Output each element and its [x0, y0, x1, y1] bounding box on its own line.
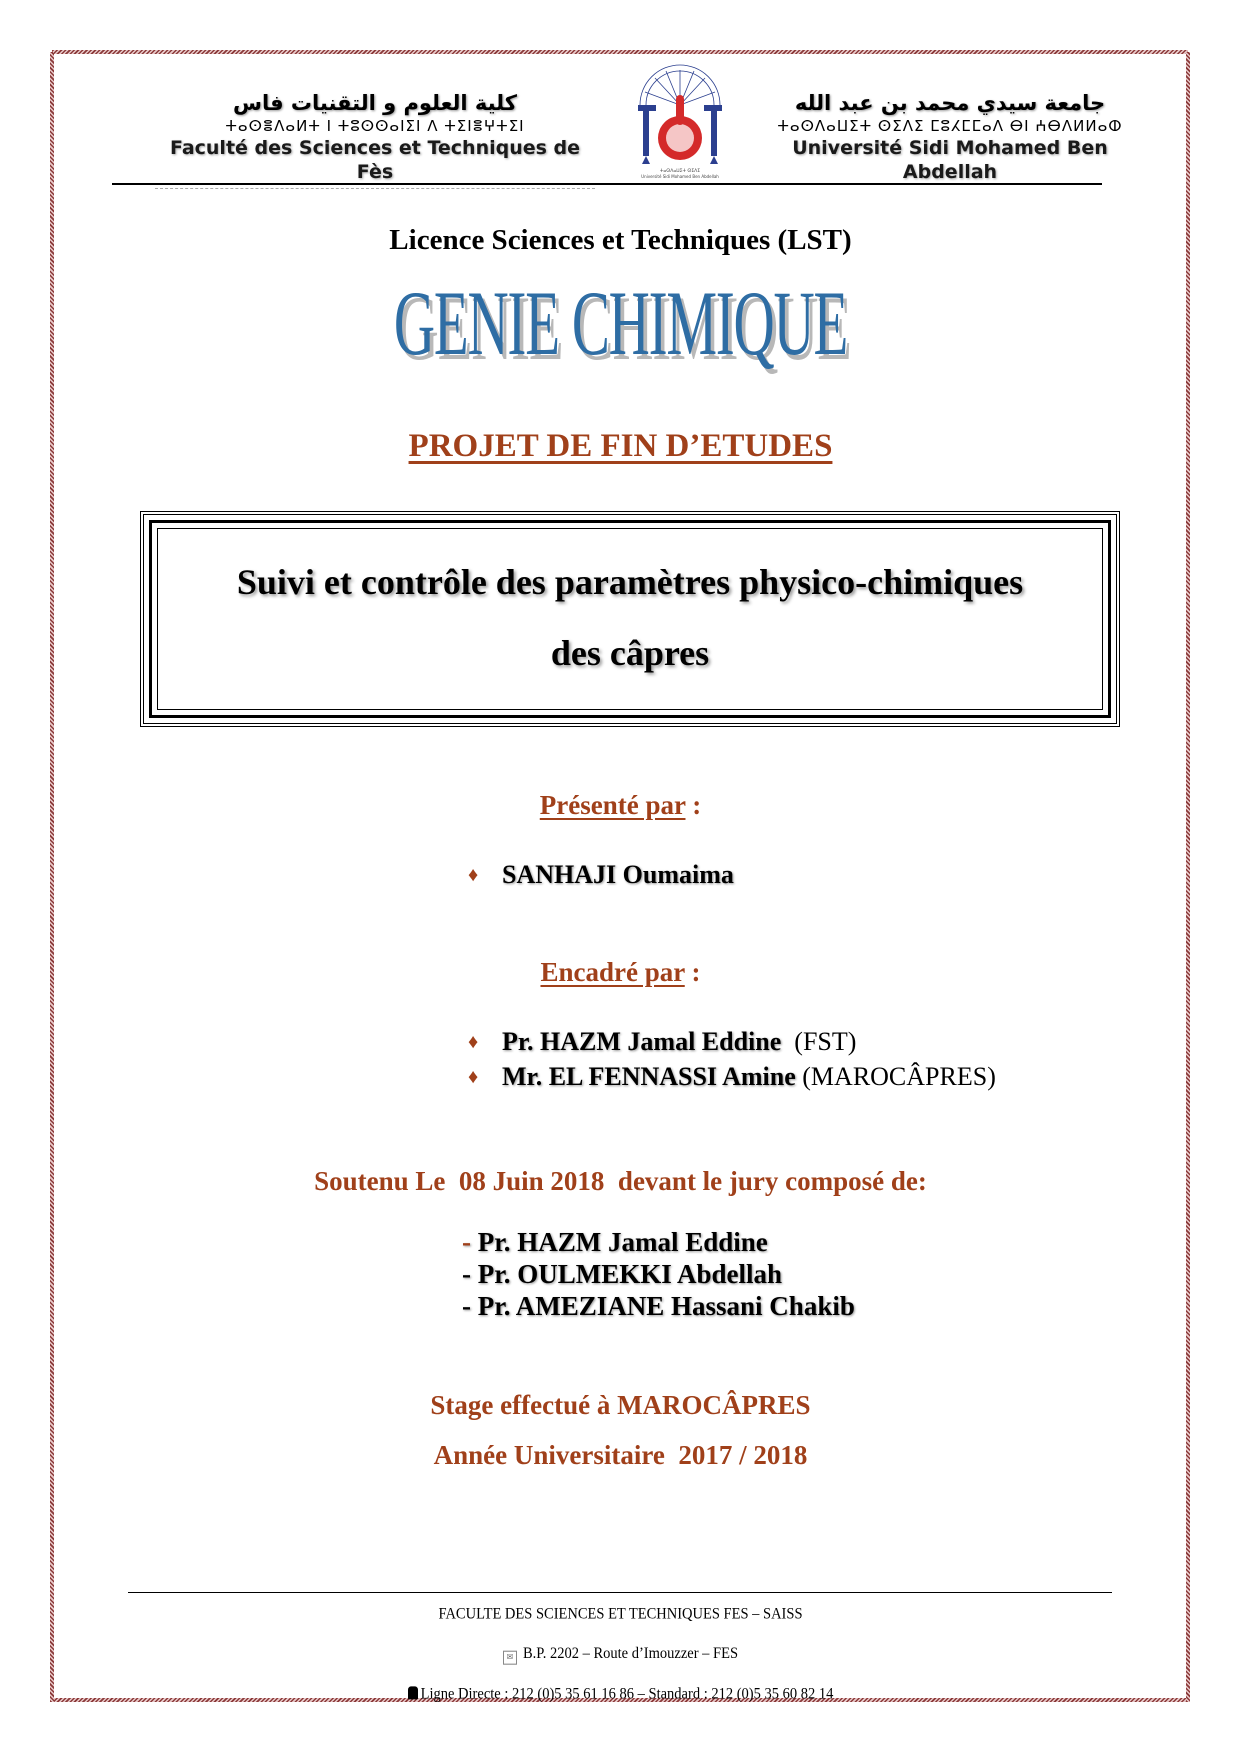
jury-list [462, 1226, 855, 1322]
document-type-heading: PROJET DE FIN D’ETUDES [408, 428, 833, 464]
thesis-title-box [140, 511, 1120, 727]
defense-statement: Soutenu Le 08 Juin 2018 devant le jury composé de: [314, 1166, 927, 1196]
thesis-title-line-1: Suivi et contrôle des paramètres physico-chimiques [236, 562, 1024, 602]
footer-address: B.P. 2202 – Route d’Imouzzer – FES [522, 1645, 739, 1663]
page-border-top [52, 50, 1188, 54]
department-wordart: GENIE CHIMIQUE [393, 272, 848, 374]
footer-phone-line [0, 1685, 1241, 1703]
faculty-name-tifinagh: ⵜⴰⵙⴻⴷⴰⵍⵜ ⵏ ⵜⵓⵙⵙⴰⵏⵉⵏ ⴷ ⵜⵉⵏⴻⵖⵜⵉⵏ [225, 117, 525, 135]
jury-member-name: Pr. AMEZIANE Hassani Chakib [477, 1291, 855, 1321]
supervised-by-label: Encadré par [540, 957, 685, 987]
university-logo-icon [630, 60, 730, 182]
diamond-bullet-icon: ♦ [468, 1066, 479, 1088]
supervisor-affiliation: (MAROCÂPRES) [795, 1062, 996, 1091]
thesis-title-line-2: des câpres [550, 633, 710, 673]
footer-address-line [0, 1645, 1241, 1664]
header-divider [112, 183, 1102, 185]
jury-member-name: Pr. OULMEKKI Abdellah [477, 1259, 783, 1289]
student-name: SANHAJI Oumaima [502, 860, 734, 889]
university-name-latin: Université Sidi Mohamed Ben Abdellah [792, 137, 1108, 183]
footer-institution: FACULTE DES SCIENCES ET TECHNIQUES FES – SAISS [438, 1605, 803, 1623]
university-name-block [760, 90, 1140, 184]
presented-by-label: Présenté par [539, 790, 686, 820]
diamond-bullet-icon: ♦ [468, 864, 479, 886]
dash-bullet-icon: - [462, 1227, 478, 1257]
thesis-title [144, 547, 1116, 689]
telephone-icon [408, 1686, 418, 1699]
supervisor-item [468, 1024, 856, 1060]
jury-member [462, 1290, 855, 1322]
dash-bullet-icon: - [462, 1259, 478, 1289]
supervised-by-heading [0, 957, 1241, 988]
jury-member [462, 1226, 855, 1258]
faculty-underline [155, 188, 595, 189]
supervisor-affiliation: (FST) [781, 1027, 857, 1056]
faculty-name-latin: Faculté des Sciences et Techniques de Fès [169, 137, 581, 183]
supervised-by-colon: : [684, 957, 701, 987]
internship-location: Stage effectué à MAROCÂPRES [430, 1390, 811, 1420]
presented-by-colon: : [685, 790, 702, 820]
jury-member-name: Pr. HAZM Jamal Eddine [477, 1227, 768, 1257]
supervisor-name: Mr. EL FENNASSI Amine [502, 1062, 796, 1091]
university-name-tifinagh: ⵜⴰⵙⴷⴰⵡⵉⵜ ⵙⵉⴷⵉ ⵎⵓⵃⵎⵎⴰⴷ ⴱⵏ ⵄⴱⴷⵍⵍⴰⵀ [777, 117, 1123, 135]
academic-year: Année Universitaire 2017 / 2018 [433, 1440, 808, 1470]
university-name-arabic: جامعة سيدي محمد بن عبد الله [794, 91, 1106, 115]
letterhead [110, 60, 1130, 185]
mailbox-icon: ✉ [503, 1651, 517, 1665]
supervisor-item [468, 1059, 996, 1095]
faculty-name-arabic: كلية العلوم و التقنيات فاس [233, 91, 517, 115]
footer-divider [128, 1592, 1112, 1593]
jury-member [462, 1258, 855, 1290]
diamond-bullet-icon: ♦ [468, 1031, 479, 1053]
dash-bullet-icon: - [462, 1291, 478, 1321]
faculty-name-block [150, 90, 600, 189]
presented-by-heading [0, 790, 1241, 821]
footer-phone: Ligne Directe : 212 (0)5 35 61 16 86 – Standard : 212 (0)5 35 60 82 14 [420, 1685, 834, 1703]
student-item [468, 857, 734, 893]
svg-text:ⵜⴰⵙⴷⴰⵡⵉⵜ ⵙⵉⴷⵉ: ⵜⴰⵙⴷⴰⵡⵉⵜ ⵙⵉⴷⵉ [659, 169, 701, 174]
supervisor-name: Pr. HAZM Jamal Eddine [502, 1027, 782, 1056]
program-name: Licence Sciences et Techniques (LST) [389, 224, 852, 256]
svg-text:Université Sidi Mohamed Ben Ab: Université Sidi Mohamed Ben Abdellah [641, 174, 719, 179]
